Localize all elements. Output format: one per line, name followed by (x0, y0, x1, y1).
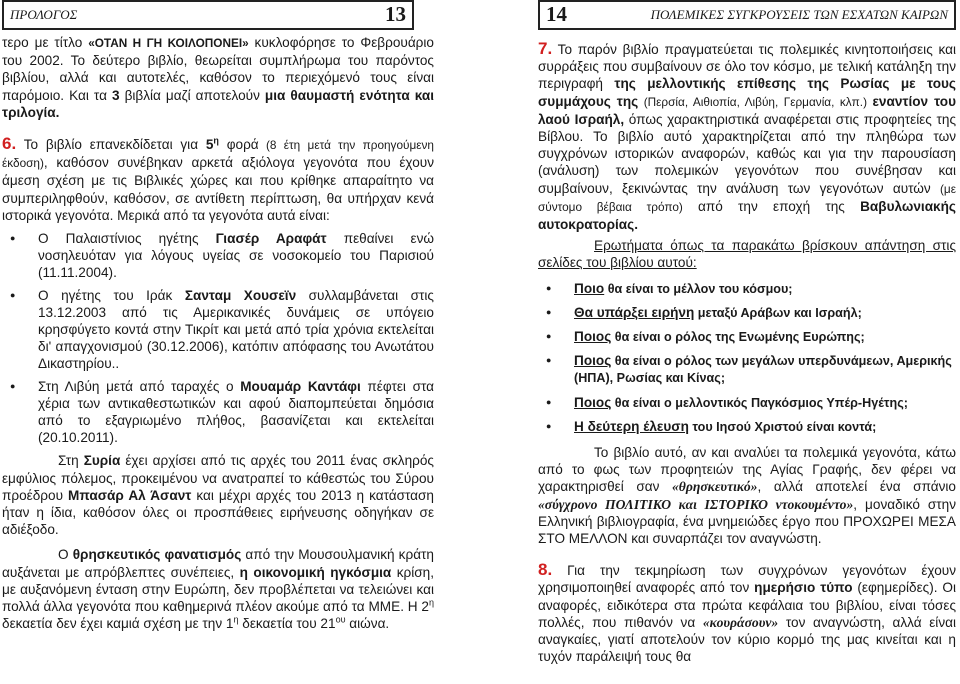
questions-list (538, 280, 956, 436)
left-page (2, 0, 434, 633)
list-item: ● Στη Λιβύη μετά από ταραχές ο Μουαμάρ Καντάφι πέφτει στα χέρια των αντικαθεστωτικών και αφού διαπομπεύεται δημόσια από το εξαγριωμένο πλήθος, βασανίζεται και εκτελείται (20.10.2011). (2, 378, 434, 447)
list-item: ● Ποιος θα είναι ο ρόλος των μεγάλων υπερδυνάμεων, Αμερικής (ΗΠΑ), Ρωσίας και Κίνας; (538, 352, 956, 387)
left-header-title: ΠΡΟΛΟΓΟΣ (10, 7, 78, 23)
right-page-header (538, 0, 956, 30)
paragraph-number: 6. (2, 134, 17, 154)
intro-paragraph: τερο με τίτλο «ΟΤΑΝ Η ΓΗ ΚΟΙΛΟΠΟΝΕΙ» κυκλοφόρησε το Φεβρουάριο του 2002. Το δεύτερο βιβλίο, θεωρείται συμπλήρωμα του παρόντος βιβλίου, αλλά και αυτοτελές, καθόσον το περιεχόμενό τους είναι παρόμοιο. Και τα 3 βιβλία μαζί αποτελούν μια θαυμαστή ενότητα και τριλογία. (2, 35, 435, 120)
right-page-number: 14 (546, 2, 567, 27)
list-item: ● Ο Παλαιστίνιος ηγέτης Γιασέρ Αραφάτ πεθαίνει ενώ νοσηλευόταν για λόγους υγείας σε νοσοκομείο του Παρισιού (11.11.2004). (2, 230, 434, 282)
list-item: ● Η δεύτερη έλευση του Ιησού Χριστού είναι κοντά; (538, 418, 956, 436)
left-page-number: 13 (385, 2, 406, 27)
book-description-paragraph: Το βιβλίο αυτό, αν και αναλύει τα πολεμικά γεγονότα, κάτω από το φως των προφητειών της Αγίας Γραφής, δεν φέρει να χαρακτηρισθεί σαν «θρησκευτικό», αλλά αποτελεί ένα σπάνιο «σύγχρονο ΠΟΛΙΤΙΚΟ και ΙΣΤΟΡΙΚΟ ντοκουμέντο», μοναδικό στην Ελληνική βιβλιογραφία, ένα μνημειώδες έργο που ΠΡΟΧΩΡΕΙ ΜΕΣΑ ΣΤΟ ΜΕΛΛΟΝ και συναρπάζει τον αναγνώστη. (538, 445, 956, 547)
paragraph-8: 8. Για την τεκμηρίωση των συγχρόνων γεγονότων έχουν χρησιμοποιηθεί αναφορές από τον ημερήσιο τύπο (εφημερίδες). Οι αναφορές, ειδικότερα στα πρώτα κεφάλαια του βιβλίου, είναι τόσες πολλές, που πιθανόν να «κουράσουν» τον αναγνώστη, αλλά είναι αναγκαίες, γιατί αποτελούν τον κύριο κορμό της μας κινείται και η τυχόν παράλειψή τους θα (538, 560, 956, 665)
paragraph-7: 7. Το παρόν βιβλίο πραγματεύεται τις πολεμικές κινητοποιήσεις και συρράξεις που συμβαίνουν σε όλο τον κόσμο, με τελική κατάληξη την περιγραφή της μελλοντικής επίθεσης της Ρωσίας με τους συμμάχους της (Περσία, Αιθιοπία, Λιβύη, Γερμανία, κλπ.) εναντίον του λαού Ισραήλ, όπως χαρακτηριστικά αναφέρεται στις προφητείες της Βίβλου. Το βιβλίο αυτό χαρακτηρίζεται από την πληθώρα των συγχρόνων ιστορικών αναφορών, καθώς και για την παρουσίαση (ανάλυση) των πολεμικών γεγονότων που συνέβησαν και συμβαίνουν, ξεκινώντας την ανάλυση των γεγονότων αυτών (με σύντομο βέβαια τρόπο) από την εποχή της Βαβυλωνιακής αυτοκρατορίας. (538, 39, 957, 233)
paragraph-6: 6. Το βιβλίο επανεκδίδεται για $5^\eta$ φορά (8 έτη μετά την προηγούμενη έκδοση), καθόσον συνέβηκαν αρκετά αξιόλογα γεγονότα που έχουν άμεση σχέση με τις Βιβλικές χώρες και που κρίθηκε απαραίτητο να συμπεριληφθούν, καθόσον, σε αντίθετη περίπτωση, θα υπήρχαν κενά ιστορικά γεγονότα. Μερικά από τα γεγονότα αυτά είναι: (2, 134, 434, 223)
left-page-header (2, 0, 414, 30)
list-item: ● Ποιος θα είναι ο ρόλος της Ενωμένης Ευρώπης; (538, 328, 956, 346)
list-item: ● Ποιος θα είναι ο μελλοντικός Παγκόσμιος Υπέρ-Ηγέτης; (538, 394, 956, 412)
paragraph-number: 8. (538, 560, 553, 580)
questions-intro: Ερωτήματα όπως τα παρακάτω βρίσκουν απάντηση στις σελίδες του βιβλίου αυτού: (538, 238, 956, 271)
right-header-title: ΠΟΛΕΜΙΚΕΣ ΣΥΓΚΡΟΥΣΕΙΣ ΤΩΝ ΕΣΧΑΤΩΝ ΚΑΙΡΩΝ (650, 7, 948, 23)
paragraph-number: 7. (538, 39, 553, 58)
list-item: ● Ο ηγέτης του Ιράκ Σανταμ Χουσεϊν συλλαμβάνεται στις 13.12.2003 από τις Αμερικανικές δυνάμεις σε υπόγειο κρησφύγετο κοντά στην Τικρίτ και μετά από τρία χρόνια εκτελείται δι' απαγχονισμού (30.12.2006), κατόπιν απόφασης του Ανωτάτου Δικαστηρίου.. (2, 287, 434, 373)
syria-paragraph: Στη Συρία έχει αρχίσει από τις αρχές του 2011 ένας σκληρός εμφύλιος πόλεμος, προκειμένου να ανατραπεί το κάθεστώς του Σύρου προέδρου Μπασάρ Αλ Άσαντ και μέχρι αρχές του 2013 η κατάσταση ήταν η ίδια, καθόσον όλες οι προσπάθειες ειρήνευσης οδηγήκαν σε αδιέξοδο. (2, 453, 434, 538)
right-page (538, 0, 956, 666)
events-list (2, 230, 434, 446)
list-item: ● Θα υπάρξει ειρήνη μεταξύ Αράβων και Ισραήλ; (538, 304, 956, 322)
list-item: ● Ποιο θα είναι το μέλλον του κόσμου; (538, 280, 956, 298)
fanaticism-paragraph: Ο θρησκευτικός φανατισμός από την Μουσουλμανική κράτη αυξάνεται με απρόβλεπτες συνέπειες, η οικονομική ηγκόσμια κρίση, με αυξανόμενη ένταση στην Ευρώπη, δεν προβλέπεται να τελειώνει και πολλά άλλα γεγονότα που καθημερινά πλέον ακούμε από τα ΜΜΕ. Η $2^\eta$ δεκαετία δεν έχει καμιά σχέση με την $1^\eta$ δεκαετία του $21^{o\upsilon}$ αιώνα. (2, 547, 435, 632)
